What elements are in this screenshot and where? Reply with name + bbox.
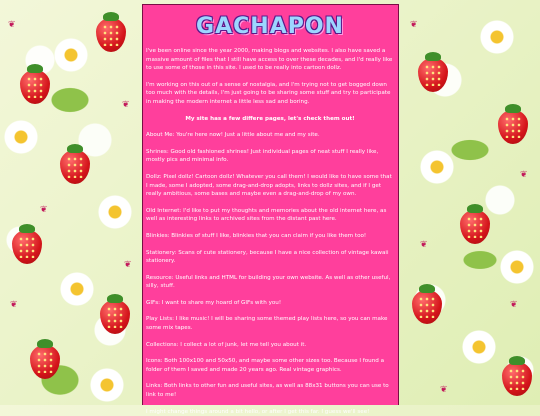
daisy-icon <box>60 272 94 306</box>
text-paragraph: Stationery: Scans of cute stationery, because I have a nice collection of vintage kawaii stationery. <box>146 249 389 265</box>
strawberry-icon <box>498 110 528 144</box>
text-paragraph: Icons: Both 100x100 and 50x50, and maybe some other sizes too. Because I found a folder of them I saved and made 20 years ago. Real vintage graphics. <box>146 358 384 373</box>
butterfly-icon: ❦ <box>10 300 18 310</box>
strawberry-icon <box>418 58 448 92</box>
daisy-icon <box>500 250 534 284</box>
text-paragraph: Links: Both links to other fun and useful sites, as well as 88x31 buttons you can use to link to me! <box>146 383 389 399</box>
butterfly-icon: ❦ <box>520 170 528 180</box>
text-paragraph: Old Internet: I'd like to put my thoughts and memories about the old internet here, as well as interesting links to archived sites from the distant past here. <box>146 207 387 223</box>
daisy-icon <box>98 195 132 229</box>
text-paragraph: Shrines: Good old fashioned shrines! Just individual pages of neat stuff I really like, mostly pics and minimal info. <box>146 148 379 164</box>
strawberry-icon <box>20 70 50 104</box>
text-paragraph: Blinkies: Blinkies of stuff I like, blinkies that you can claim if you like them too! <box>146 232 367 239</box>
butterfly-icon: ❦ <box>8 20 16 30</box>
strawberry-icon <box>60 150 90 184</box>
strawberry-icon <box>96 18 126 52</box>
text-paragraph: I'm working on this out of a sense of nostalgia, and I'm trying not to get bogged down too much with the details, I'm just going to be sharing some stuff and try to participate in making the modern internet a little less sad and boring. <box>146 81 391 105</box>
butterfly-icon: ❦ <box>440 385 448 395</box>
butterfly-icon: ❦ <box>40 205 48 215</box>
daisy-icon <box>420 150 454 184</box>
daisy-icon <box>462 330 496 364</box>
text-paragraph: GIFs: I want to share my hoard of GIFs with you! <box>146 299 282 306</box>
text-paragraph: Dollz: Pixel dollz! Cartoon dollz! Whatever you call them! I would like to have some that I made, some I adopted, some drag-and-drop adopts, links to dollz sites, and if I get really ambitious, some bases and maybe even a drag-and-drop of my own. <box>146 173 392 198</box>
strawberry-icon <box>460 210 490 244</box>
text-paragraph: Play Lists: I like music! I will be sharing some themed play lists here, so you can make some mix tapes. <box>146 316 388 332</box>
daisy-icon <box>90 368 124 402</box>
strawberry-icon <box>12 230 42 264</box>
section-heading: My site has a few differe pages, let's check them out! <box>185 115 355 122</box>
strawberry-icon <box>412 290 442 324</box>
content-panel <box>142 4 399 415</box>
strawberry-icon <box>30 345 60 379</box>
butterfly-icon: ❦ <box>510 300 518 310</box>
text-paragraph: About Me: You're here now! Just a little about me and my site. <box>146 132 320 139</box>
site-title: GACHAPON <box>196 14 344 39</box>
daisy-icon <box>480 20 514 54</box>
daisy-icon <box>4 120 38 154</box>
text-paragraph: I've been online since the year 2000, making blogs and websites. I also have saved a massive amount of files that I still have access to over these decades, and I'd really like to use some of those in this site. I used to be really into cartoon dollz. <box>146 48 393 72</box>
text-paragraph: Resource: Useful links and HTML for building your own website. As well as other useful, silly, stuff. <box>146 274 391 290</box>
daisy-icon <box>54 38 88 72</box>
text-paragraph: I might change things around a bit hello, or after I get this far. I guess we'll see! <box>146 408 370 415</box>
intro-text <box>146 47 394 416</box>
strawberry-icon <box>100 300 130 334</box>
text-paragraph: Collections: I collect a lot of junk, let me tell you about it. <box>146 341 307 348</box>
strawberry-icon <box>502 362 532 396</box>
butterfly-icon: ❦ <box>122 100 130 110</box>
butterfly-icon: ❦ <box>410 20 418 30</box>
butterfly-icon: ❦ <box>420 240 428 250</box>
butterfly-icon: ❦ <box>124 260 132 270</box>
